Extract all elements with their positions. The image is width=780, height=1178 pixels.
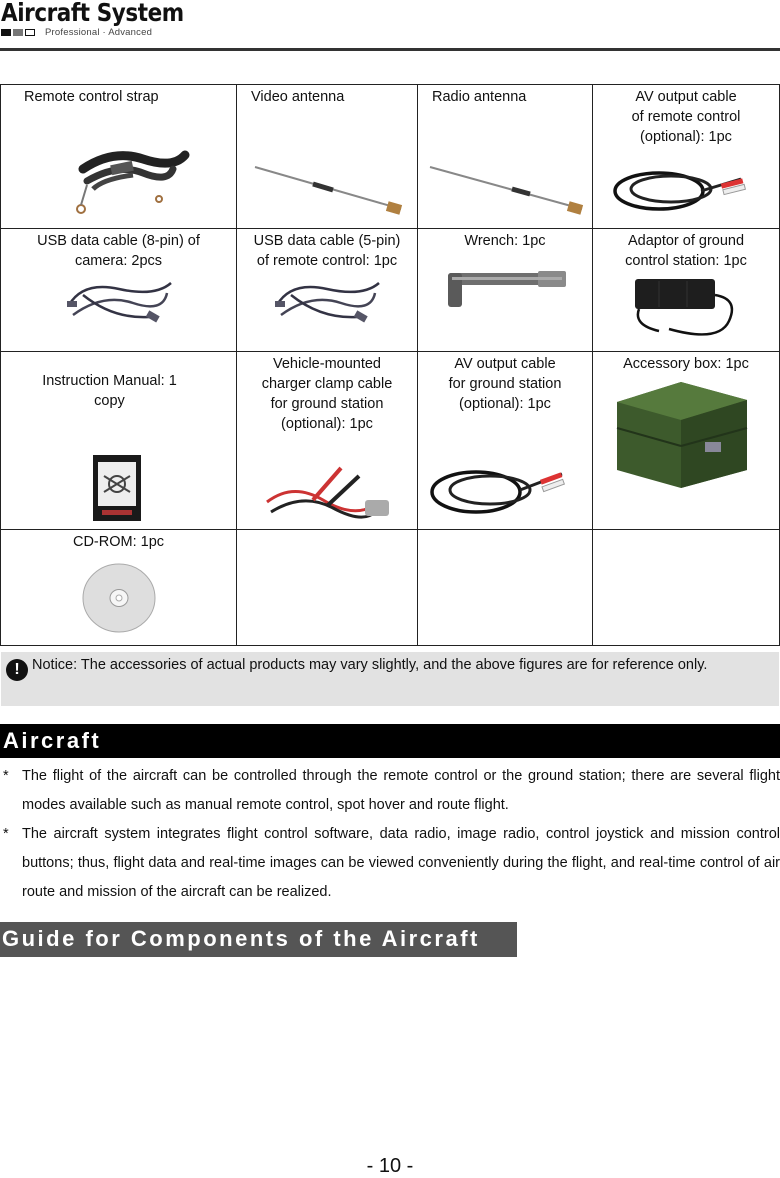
table-row <box>1 530 780 646</box>
table-row <box>1 352 780 530</box>
empty-cell <box>237 530 418 646</box>
accessories-table <box>0 84 780 646</box>
antenna-photo <box>251 163 411 219</box>
cell-clamp-cable <box>237 352 418 530</box>
table-row <box>1 229 780 352</box>
warning-icon: ! <box>6 659 28 681</box>
cell-adaptor <box>593 229 780 352</box>
cell-instruction-manual <box>1 352 237 530</box>
box-photo <box>611 378 753 490</box>
header-divider <box>0 48 780 51</box>
empty-cell <box>593 530 780 646</box>
section-title: Guide for Components of the Aircraft <box>2 926 480 951</box>
cell-label: Instruction Manual: 1 copy <box>42 373 177 409</box>
page-number: - 10 - <box>366 1155 414 1177</box>
list-item: * The aircraft system integrates flight control software, data radio, image radio, control joystick and mission control buttons; thus, flight data and real-time images can be viewed conveniently during the flight, and real-time control of air route and mission of the aircraft can be realized. <box>3 826 780 900</box>
cell-wrench <box>418 229 593 352</box>
cell-label: Video antenna <box>251 89 345 105</box>
strap-photo <box>73 139 193 219</box>
cell-av-cable-remote <box>593 85 780 229</box>
notice-text: Notice: The accessories of actual products may vary slightly, and the above figures are for reference only. <box>32 657 708 673</box>
notice-box <box>1 652 779 706</box>
brand-blocks-icon <box>1 29 35 36</box>
cell-label: USB data cable (8-pin) of camera: 2pcs <box>37 233 200 269</box>
av-cable-photo <box>428 462 578 518</box>
cell-label: Remote control strap <box>24 89 159 105</box>
page-header <box>0 0 780 52</box>
empty-cell <box>418 530 593 646</box>
antenna-photo <box>426 163 591 219</box>
usb-cable-photo <box>271 275 383 333</box>
aircraft-section-heading <box>0 724 780 758</box>
cell-label: AV output cable of remote control (optional): 1pc <box>631 89 741 145</box>
brand-subtitle: Professional · Advanced <box>45 27 153 38</box>
cell-remote-control-strap <box>1 85 237 229</box>
aircraft-bullet-list <box>0 762 780 907</box>
cell-label: Accessory box: 1pc <box>623 356 749 372</box>
cell-av-cable-station <box>418 352 593 530</box>
cell-video-antenna <box>237 85 418 229</box>
clamp-cable-photo <box>263 462 393 524</box>
adaptor-photo <box>629 275 745 339</box>
table-row <box>1 85 780 229</box>
cell-radio-antenna <box>418 85 593 229</box>
cell-label: Wrench: 1pc <box>464 233 546 249</box>
section-title: Aircraft <box>3 728 102 753</box>
av-cable-photo <box>611 165 761 213</box>
cell-label: Vehicle-mounted charger clamp cable for ground station (optional): 1pc <box>261 356 393 432</box>
manual-photo <box>92 454 142 522</box>
cd-photo <box>81 562 157 634</box>
cell-label: Radio antenna <box>432 89 527 105</box>
cell-label: Adaptor of ground control station: 1pc <box>625 233 747 269</box>
cell-label: AV output cable for ground station (optional): 1pc <box>448 356 562 412</box>
cell-usb-cable-remote <box>237 229 418 352</box>
brand-title: Aircraft System <box>1 0 184 27</box>
usb-cable-photo <box>63 275 175 333</box>
guide-section-heading <box>0 922 517 957</box>
wrench-photo <box>440 267 570 311</box>
cell-label: USB data cable (5-pin) of remote control: 1pc <box>253 233 401 269</box>
cell-accessory-box <box>593 352 780 530</box>
cell-label: CD-ROM: 1pc <box>72 534 165 550</box>
cell-cd-rom <box>1 530 237 646</box>
cell-usb-cable-camera <box>1 229 237 352</box>
list-item: * The flight of the aircraft can be controlled through the remote control or the ground station; there are several flight modes available such as manual remote control, spot hover and route flight. <box>3 768 780 813</box>
